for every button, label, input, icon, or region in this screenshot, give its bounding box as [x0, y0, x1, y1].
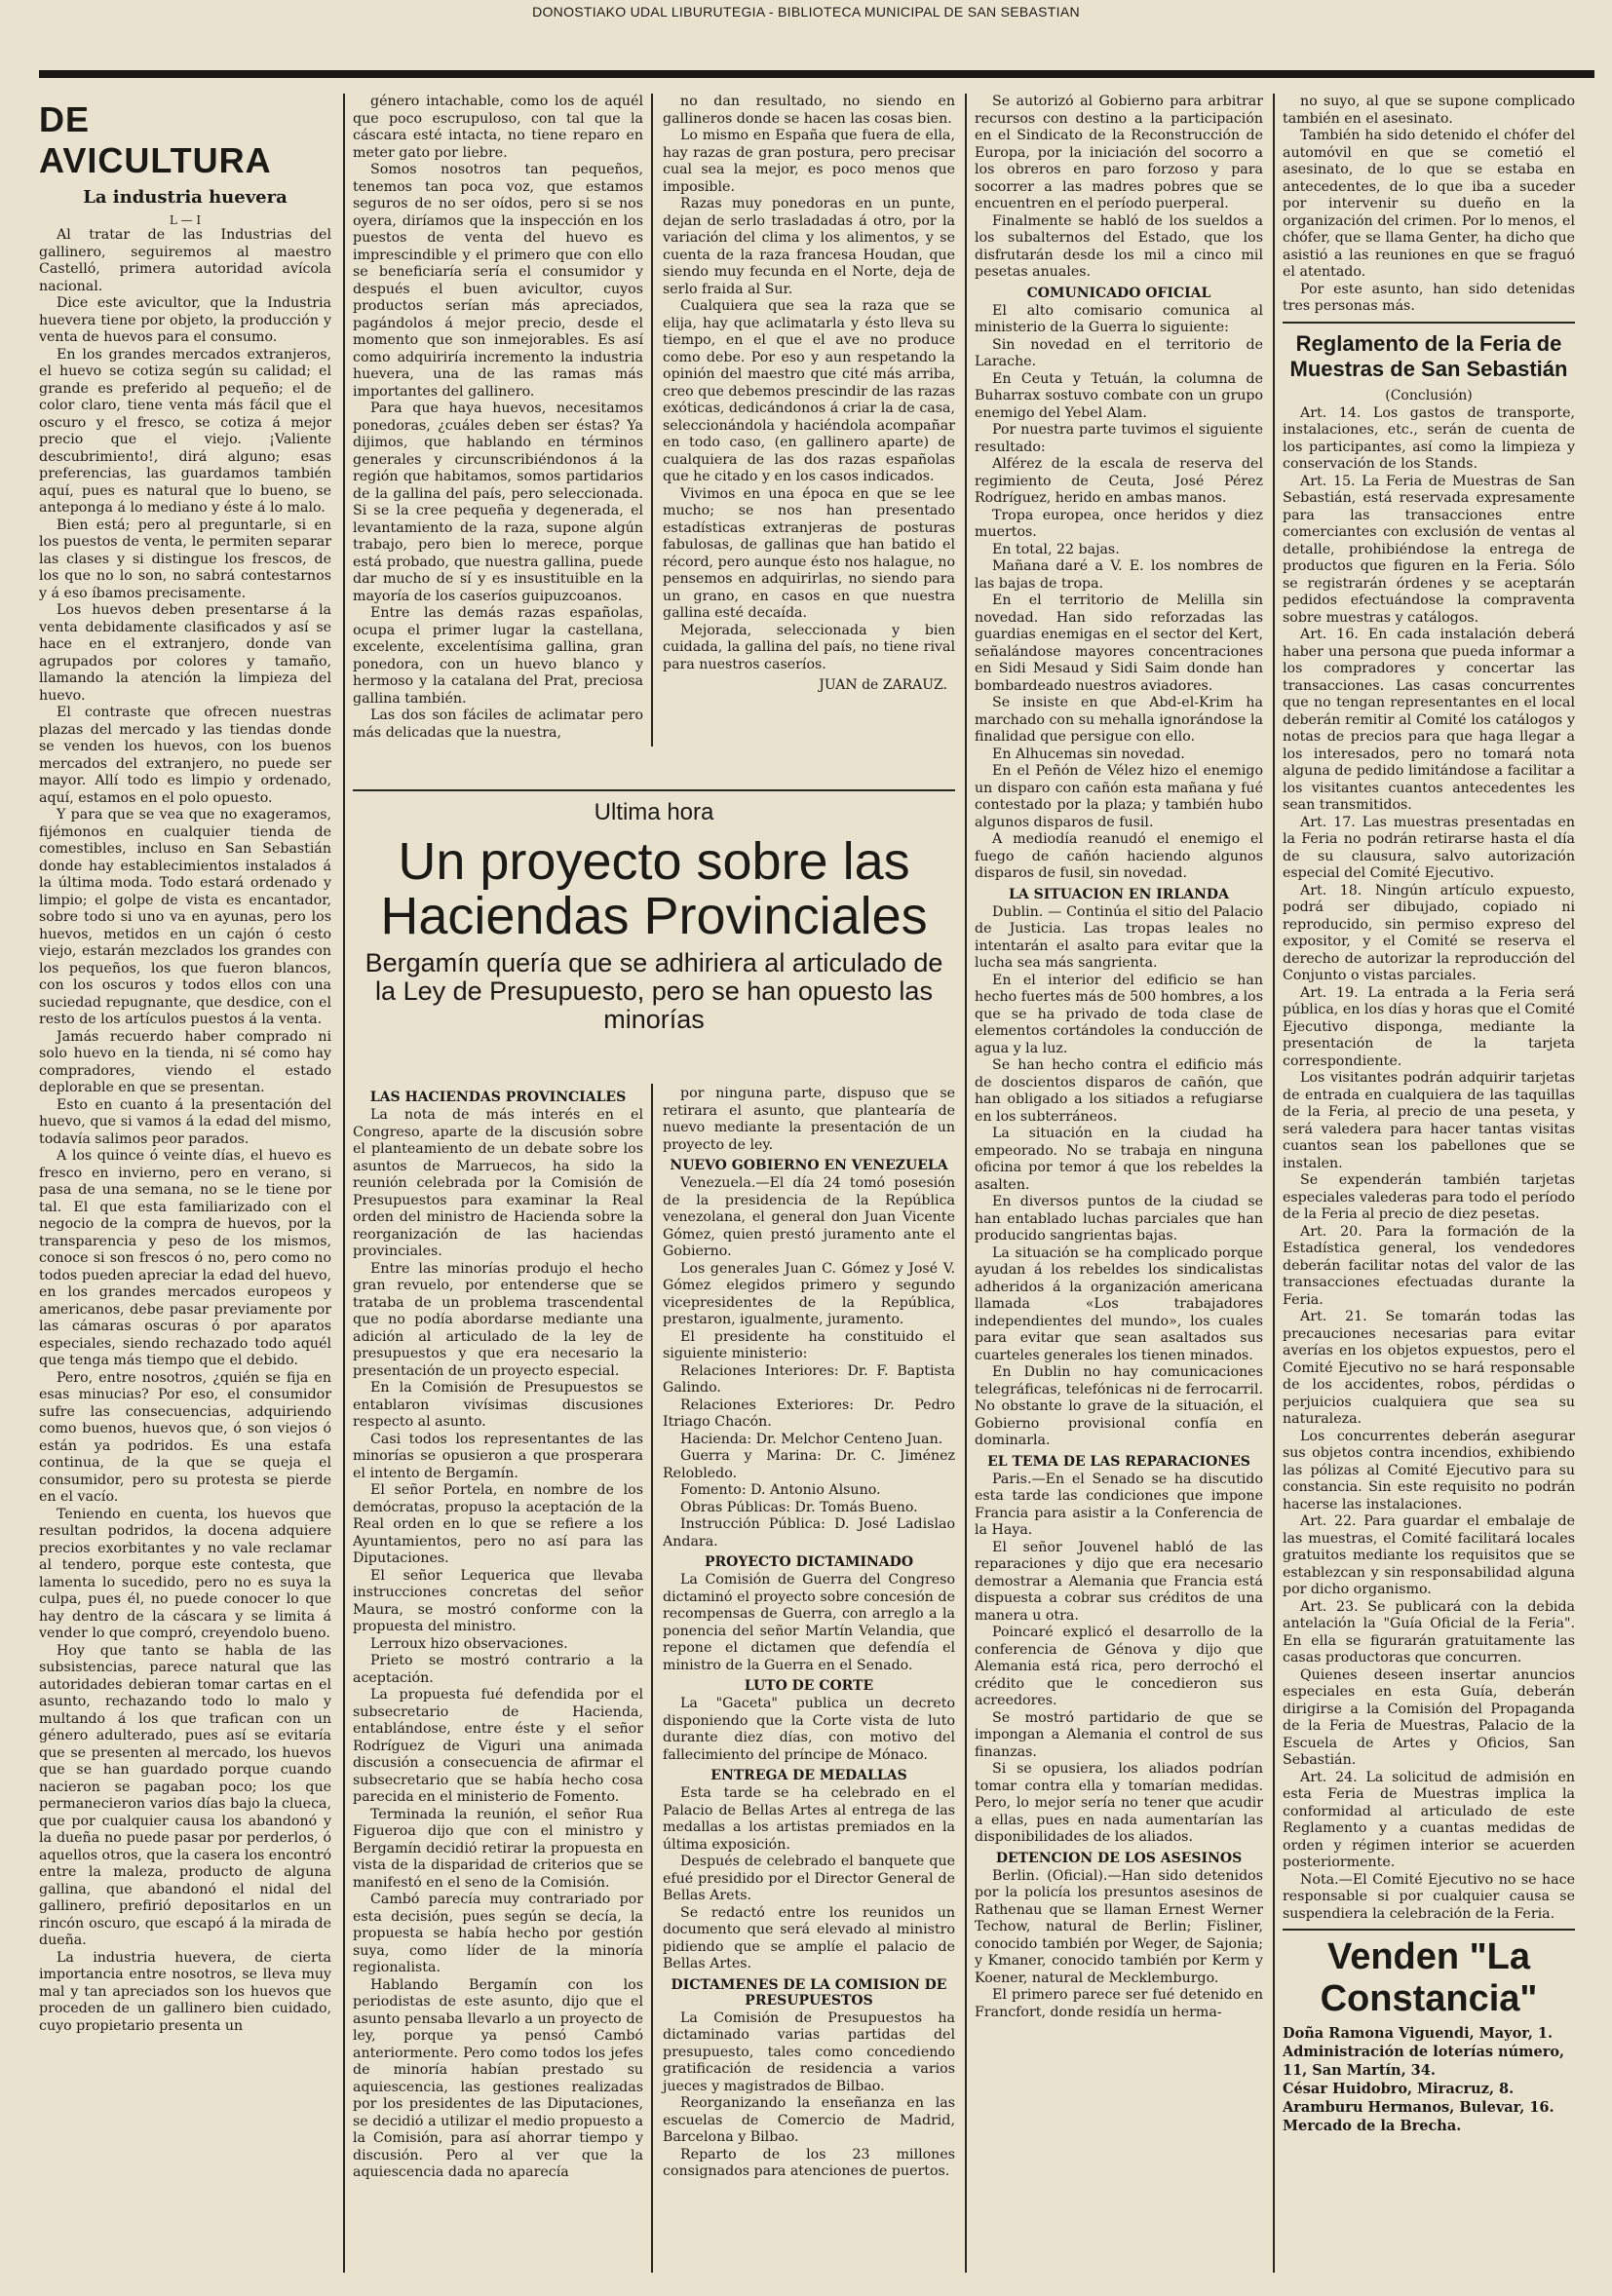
paragraph: Reorganizando la enseñanza en las escuelas de Comercio de Madrid, Barcelona y Bilbao. [663, 2095, 955, 2145]
paragraph: Obras Públicas: Dr. Tomás Bueno. [680, 1499, 918, 1515]
deck: Bergamín quería que se adhiriera al articulado de la Ley de Presupuesto, pero se han opuesto las minorías [365, 948, 943, 1034]
column-rule-2 [651, 94, 653, 746]
paragraph: Entre las demás razas españolas, ocupa el primer lugar la castellana, excelente, excelentísima gallina, gran ponedora, con un huevo blanco y hermoso y la catalana del Prat, preciosa gallina también. [353, 605, 643, 707]
divider [1283, 322, 1575, 324]
column-rule-3 [965, 94, 967, 2273]
headline: Un proyecto sobre las Haciendas Provinciales [380, 832, 928, 945]
paragraph: En la Comisión de Presupuestos se entablaron vivísimas discusiones respecto al asunto. [353, 1380, 643, 1430]
ad-line: Mercado de la Brecha. [1283, 2118, 1462, 2134]
column-2-bottom [353, 1086, 643, 2277]
ad-title: Venden "La Constancia" [1320, 1936, 1538, 2019]
paragraph: El señor Jouvenel habló de las reparaciones y dijo que era necesario demostrar a Alemania que Francia está dispuesta a cobrar sus créditos de una manera u otra. [975, 1539, 1263, 1624]
paragraph: Art. 15. La Feria de Muestras de San Sebastián, está reservada expresamente para las transacciones entre comerciantes con exclusión de ventas al detalle, prohibiéndose la entrega de productos que figuren en la Feria. Sólo se registrarán órdenes y se aceptarán pedidos efectuándose la compraventa sobre muestras y catálogos. [1283, 473, 1575, 626]
paragraph: La situación se ha complicado porque ayudan á los rebeldes los sindicalistas adheridos á la organización americana llamada «Los trabajadores independientes del mundo», los cuales para evitar que sean asaltados sus cuarteles generales los tienen minados. [975, 1244, 1263, 1363]
paragraph: Lo mismo en España que fuera de ella, hay razas de gran postura, pero precisar cual sea la mejor, es poco menos que imposible. [663, 128, 955, 195]
paragraph: Se expenderán también tarjetas especiales valederas para todo el período de la Feria al precio de diez pesetas. [1283, 1172, 1575, 1222]
news-body [353, 1107, 643, 2182]
paragraph: Teniendo en cuenta, los huevos que resultan podridos, la docena adquiere precios exorbitantes y no vale reclamar al tendero, porque este contesta, que lamenta lo sucedido, pero no es suya la culpa, pues él, no puede conocer lo que hay dentro de la cáscara y se limita á vender lo que compró, creyendolo bueno. [39, 1506, 331, 1641]
paragraph: Los generales Juan C. Gómez y José V. Gómez elegidos primero y segundo vicepresidentes de la República, prestaron, igualmente, juramento. [663, 1260, 955, 1327]
paragraph: Mejorada, seleccionada y bien cuidada, la gallina del país, no tiene rival para nuestros caseríos. [663, 622, 955, 672]
column-5 [1283, 94, 1575, 2277]
paragraph: por ninguna parte, dispuso que se retirara el asunto, que plantearía de nuevo mediante la presentación de un proyecto de ley. [663, 1086, 955, 1153]
paragraph: Art. 18. Ningún artículo expuesto, podrá ser dibujado, copiado ni reproducido, sin permiso expreso del expositor, y el Comité se reserva el derecho de autorizar la reproducción del Conjunto o vistas parciales. [1283, 882, 1575, 983]
paragraph: Esto en cuanto á la presentación del huevo, que si vamos á la edad del mismo, todavía salimos peor parados. [39, 1096, 331, 1147]
paragraph: En el territorio de Melilla sin novedad. Han sido reforzadas las guardias enemigas en el sector del Kert, señalándose mayores concentraciones en Sidi Mesaud y Sidi Saim donde han bombardeado nuestros aviadores. [975, 593, 1263, 694]
paragraph: Esta tarde se ha celebrado en el Palacio de Bellas Artes al entrega de las medallas a los artistas premiados en la última exposición. [663, 1785, 955, 1853]
paragraph: La "Gaceta" publica un decreto disponiendo que la Corte vista de luto durante diez días, con motivo del fallecimiento del príncipe de Mónaco. [663, 1696, 955, 1763]
paragraph: Reparto de los 23 millones consignados para atenciones de puertos. [663, 2146, 955, 2179]
column-rule-4 [1273, 94, 1275, 2273]
paragraph: El señor Portela, en nombre de los demócratas, propuso la aceptación de la Real orden en lo que se refiere a los Ayuntamientos, pero no así para las Diputaciones. [353, 1482, 643, 1566]
paragraph: La Comisión de Guerra del Congreso dictaminó el proyecto sobre concesión de recompensas de Guerra, con arreglo a la ponencia del señor Martín Velandia, que repone el dictamen que defendía el ministro de la Guerra en el Senado. [663, 1572, 955, 1673]
paragraph: Al tratar de las Industrias del gallinero, seguiremos al maestro Castelló, primera autoridad avícola nacional. [39, 227, 331, 294]
paragraph: Se redactó entre los reunidos un documento que será elevado al ministro pidiendo que se amplíe el palacio de Bellas Artes. [663, 1904, 955, 1971]
paragraph: La industria huevera, de cierta importancia entre nosotros, se lleva muy mal y tan apreciados son los huevos que proceden de un gallinero bien cuidado, cuyo propietario presenta un [39, 1949, 331, 2034]
paragraph: Y para que se vea que no exageramos, fijémonos en cualquier tienda de comestibles, incluso en San Sebastián donde hay establecimientos instalados á la última moda. Todo estará ordenado y limpio; el golpe de vista es encantador, sobre todo si uno va en ayunas, pero los huevos, metidos en un cajón ó cesto viejo, estarán mezclados los grandes con los pequeños, los que fueron blancos, con los oscuros y todos ellos con una suciedad repugnante, que desdice, con el resto de los artículos puestos á la venta. [39, 807, 331, 1027]
paragraph: En total, 22 bajas. [992, 541, 1120, 557]
paragraph: Poincaré explicó el desarrollo de la conferencia de Génova y dijo que Alemania está rica, pero derrochó el crédito que le concedieron sus acreedores. [975, 1625, 1263, 1708]
reglamento-subtitle: (Conclusión) [1385, 387, 1473, 403]
column-2-top [353, 94, 643, 741]
section-head-reparaciones: EL TEMA DE LAS REPARACIONES [987, 1453, 1250, 1470]
section-head-irlanda: LA SITUACION EN IRLANDA [1009, 886, 1229, 902]
kicker: Ultima hora [594, 799, 714, 825]
section-head-luto: LUTO DE CORTE [744, 1678, 874, 1694]
paragraph: Si se opusiera, los aliados podrían tomar contra ella y tomarían medidas. Pero, lo mejor sería no tener que acudir a ellas, pues en nada aumentarían las disponibilidades de los aliados. [975, 1761, 1263, 1845]
paragraph: Instrucción Pública: D. José Ladislao Andara. [663, 1516, 955, 1550]
paragraph: Finalmente se habló de los sueldos a los subalternos del Estado, que los disfrutarán desde los mil a cinco mil pesetas anuales. [975, 212, 1263, 280]
paragraph: La situación en la ciudad ha empeorado. No se trabaja en ninguna oficina por temor á que los rebeldes la asalten. [975, 1126, 1263, 1193]
paragraph: En Ceuta y Tetuán, la columna de Buharrax sostuvo combate con un grupo enemigo del Yebel Alam. [975, 370, 1263, 421]
section-head-proyecto: PROYECTO DICTAMINADO [704, 1554, 914, 1570]
paragraph: Art. 19. La entrada a la Feria será pública, en los días y horas que el Comité Ejecutivo disponga, mediante la presentación de la tarjeta correspondiente. [1283, 984, 1575, 1069]
paragraph: Después de celebrado el banquete que efué presidido por el Director General de Bellas Arets. [663, 1854, 955, 1903]
paragraph: A mediodía reanudó el enemigo el fuego de cañón haciendo algunos disparos de fusil, sin novedad. [975, 831, 1263, 881]
paragraph: Para que haya huevos, necesitamos ponedoras, ¿cuáles deben ser éstas? Ya dijimos, que hablando en términos generales y circunscribiéndonos á la región que habitamos, somos partidarios de la gallina del país, pero seleccionada. Si se la cree pequeña y degenerada, el levantamiento de la raza, supone algún trabajo, pero bien lo merece, porque está probado, que nuestra gallina, puede dar mucho de sí y es insustituible en la mayoría de los caseríos guipuzcoanos. [353, 401, 643, 604]
ad-line: Doña Ramona Viguendi, Mayor, 1. [1283, 2025, 1554, 2042]
paragraph: género intachable, como los de aquél que poco escrupuloso, con tal que la cáscara esté intacta, no tiene reparo en meter gato por liebre. [353, 94, 643, 161]
paragraph: Se autorizó al Gobierno para arbitrar recursos con destino a la participación en el Sindicato de la Reconstrucción de Europa, por la iniciación del socorro a los obreros en paro forzoso y para socorrer a las madres pobres que se encuentren en el período puerperal. [975, 94, 1263, 211]
paragraph: El señor Lequerica que llevaba instrucciones concretas del señor Maura, se mostró conforme con la propuesta del ministro. [353, 1567, 643, 1634]
paragraph: Hablando Bergamín con los periodistas de este asunto, dijo que el asunto pensaba llevarlo a un proyecto de ley, porque ya pensó Cambó anteriormente. Pero como todos los jefes de minoría habían prestado su aquiescencia, las gestiones realizadas por los presidentes de las Diputaciones, se decidió a utilizar el medio propuesto a la Comisión, para así ahorrar tiempo y discusión. Pero al ver que la aquiescencia dada no aparecía [353, 1976, 643, 2180]
column-rule-5 [651, 1084, 653, 2273]
section-head-asesinos: DETENCION DE LOS ASESINOS [995, 1850, 1243, 1866]
paragraph: Razas muy ponedoras en un punte, dejan de serlo trasladadas á otro, por la variación del clima y los alimentos, y se cuenta de la raza francesa Houdan, que siendo muy fecunda en el Norte, deja de serlo fraida al Sur. [663, 196, 955, 297]
paragraph: Cambó parecía muy contrariado por esta decisión, pues según se decía, la propuesta se había hecho por gestión suya, como líder de la minoría regionalista. [353, 1892, 643, 1975]
ornament: L — I [169, 213, 202, 227]
paragraph: En el Peñón de Vélez hizo el enemigo un disparo con cañón esta mañana y fué contestado por la plaza; y también hubo algunos disparos de fusil. [975, 763, 1263, 830]
paragraph: Art. 14. Los gastos de transporte, instalaciones, etc., serán de cuenta de los participantes, así como la limpieza y conservación de los Stands. [1283, 404, 1575, 472]
paragraph: Jamás recuerdo haber comprado ni solo huevo en la tienda, ni sé como hay compradores, viendo el estado deplorable en que se presentan. [39, 1028, 331, 1095]
paragraph: no dan resultado, no siendo en gallineros donde se hacen las cosas bien. [663, 94, 955, 127]
paragraph: En los grandes mercados extranjeros, el huevo se cotiza según su calidad; el grande es preferido al pequeño; el de color claro, tiene venta más fácil que el oscuro y el fresco, se cotiza á mejor precio que el viejo. ¡Valiente descubrimiento!, dirá alguno; esas preferencias, las guardamos también aquí, pues es natural que lo bueno, se anteponga á lo mediano y éste á lo malo. [39, 346, 331, 516]
paragraph: El contraste que ofrecen nuestras plazas del mercado y las tiendas donde se venden los huevos, con los buenos mercados del extranjero, no puede ser mayor. Allí todo es limpio y ordenado, aquí, estamos en el polo opuesto. [39, 705, 331, 806]
section-head-dictamenes: DICTAMENES DE LA COMISION DE PRESUPUESTOS [671, 1976, 947, 2009]
section-head-comunicado: COMUNICADO OFICIAL [1026, 285, 1211, 301]
paragraph: También ha sido detenido el chófer del automóvil en que se cometió el asesinato, de lo que se estaba en antecedentes, de lo que iba a suceder por intervenir su dueño en la organización del crimen. Por lo menos, el chófer, que se llama Genter, ha dicho que asistió a las reuniones en que se fraguó el atentado. [1283, 128, 1575, 280]
reglamento-title: Reglamento de la Feria de Muestras de San Sebastián [1289, 330, 1568, 381]
ad-line: Aramburu Hermanos, Bulevar, 16. [1283, 2099, 1554, 2116]
paragraph: Art. 16. En cada instalación deberá haber una persona que pueda informar a los compradores y concertar las transacciones. Las casas concurrentes que no tengan representantes en el local deberán remitir al Comité los catálogos y notas de precios para que haga llegar a los interesados, pero no tomará nota alguna de pedido limitándose a facilitar a los visitantes cuantos antecedentes les sean transmitidos. [1283, 627, 1575, 813]
paragraph: Art. 24. La solicitud de admisión en esta Feria de Muestras implica la conformidad al articulado de este Reglamento y a cuantas medidas de orden y régimen interior se acuerden posteriormente. [1283, 1769, 1575, 1870]
top-rule [39, 70, 1594, 78]
paragraph: Hoy que tanto se habla de las subsistencias, parece natural que las autoridades debieran tomar cartas en el asunto, rechazando todo lo malo y multando á los que trafican con un género adulterado, pues así se evitaría que se presenten al mercado, los huevos que se han guardado porque cuando nacieron se pagaban poco; los que permanecieron varios días bajo la clueca, que por cualquier causa los abandonó y la dueña no puede pasar por perderlos, ó aquellos otros, que la casera los encontró entre la maleza, producto de alguna gallina, que abandonó el nidal del gallinero, prefirió depositarlos en un rincón oscuro, que escapó á la mirada de dueña. [39, 1642, 331, 1948]
paragraph: El alto comisario comunica al ministerio de la Guerra lo siguiente: [975, 302, 1263, 335]
paragraph: Art. 17. Las muestras presentadas en la Feria no podrán retirarse hasta el día de su clausura, salvo autorización especial del Comité Ejecutivo. [1283, 814, 1575, 881]
ultima-hora-header [353, 789, 955, 1084]
paragraph: La nota de más interés en el Congreso, aparte de la discusión sobre el planteamiento de un debate sobre los asuntos de Marruecos, ha sido la reunión celebrada por la Comisión de Presupuestos para examinar la Real orden del ministro de Hacienda sobre la reorganización de las haciendas provinciales. [353, 1107, 643, 1259]
paragraph: Hacienda: Dr. Melchor Centeno Juan. [680, 1431, 943, 1447]
paragraph: Guerra y Marina: Dr. C. Jiménez Relobledo. [663, 1448, 955, 1481]
article-body [39, 227, 331, 2035]
section-head-medallas: ENTREGA DE MEDALLAS [710, 1768, 907, 1783]
column-avicultura [39, 94, 331, 2277]
paragraph: Quienes deseen insertar anuncios especiales en esta Guía, deberán dirigirse a la Comisión del Propaganda de la Feria de Muestras, Palacio de la Escuela de Artes y Oficios, San Sebastián. [1283, 1666, 1575, 1768]
paragraph: Terminada la reunión, el señor Rua Figueroa dijo que con el ministro y Bergamín decidió retirar la propuesta en vista de la disparidad de criterios que se manifestó en el seno de la Comisión. [353, 1806, 643, 1891]
column-3-top [663, 94, 955, 727]
paragraph: Berlin. (Oficial).—Han sido detenidos por la policía los presuntos asesinos de Rathenau que se llaman Ernest Werner Techow, natural de Berlin; Fisliner, conocido también por Weger, de Sajonia; y Kmaner, conocido también por Kerm y Koener, natural de Mecklemburgo. [975, 1867, 1263, 1986]
paragraph: Art. 22. Para guardar el embalaje de las muestras, el Comité facilitará locales gratuitos mediante los requisitos que se establezcan y sin responsabilidad alguna por dicho organismo. [1283, 1513, 1575, 1597]
paragraph: Se insiste en que Abd-el-Krim ha marchado con su mehalla ignorándose la finalidad que persigue con ello. [975, 695, 1263, 745]
paragraph: Vivimos en una época en que se lee mucho; se nos han presentado estadísticas extranjeras de posturas fabulosas, de gallinas que han batido el récord, pero aunque ésto nos halague, no pensemos en adquirirlas, no siendo para un grano, en casos en que nuestra gallina esté decaída. [663, 485, 955, 621]
paragraph: Art. 21. Se tomarán todas las precauciones necesarias para evitar averías en los objetos expuestos, pero el Comité Ejecutivo no se hará responsable de los accidentes, robos, pérdidas o perjuicios cualquiera que sea su naturaleza. [1283, 1309, 1575, 1427]
paragraph: Dublin. — Continúa el sitio del Palacio de Justicia. Las tropas leales no intentarán el asalto para evitar que la lucha sea más sangrienta. [975, 903, 1263, 971]
paragraph: Por nuestra parte tuvimos el siguiente resultado: [975, 422, 1263, 455]
paragraph: Dice este avicultor, que la Industria huevera tiene por objeto, la producción y venta de huevos para el consumo. [39, 295, 331, 345]
paragraph: En el interior del edificio se han hecho fuertes más de 500 hombres, a los que se ha privado de toda clase de elementos cortándoles la conducción de agua y la luz. [975, 972, 1263, 1056]
paragraph: Art. 23. Se publicará con la debida antelación la "Guía Oficial de la Feria". En ella se figurarán gratuitamente las casas productoras que concurren. [1283, 1598, 1575, 1665]
paragraph: Pero, entre nosotros, ¿quién se fija en esas minucias? Por eso, el consumidor sufre las consecuencias, adquiriendo como buenos, huevos que, ó son viejos ó están ya podridos. Es una estafa continua, de la que se queja el consumidor, pero su protesta se pierde en el vacío. [39, 1369, 331, 1505]
paragraph: no suyo, al que se supone complicado también en el asesinato. [1283, 94, 1575, 127]
ad-line: Administración de loterías número, 11, San Martín, 34. [1283, 2044, 1565, 2079]
paragraph: El presidente ha constituido el siguiente ministerio: [663, 1328, 955, 1361]
article-continuation [663, 94, 955, 673]
divider [1283, 1929, 1575, 1931]
paragraph: Somos nosotros tan pequeños, tenemos tan poca voz, que estamos seguros de no ser oídos, pero si se nos oyera, diríamos que la inspección en los puestos de venta del huevo es imprescindible y el primero que con ello se beneficiaría sería el consumidor y después el buen avicultor, cuyos productos serían más apreciados, pagándolos á mejor precio, desde el momento que son inmejorables. Es así como adquiriría incremento la industria huevera, una de las ramas más importantes del gallinero. [353, 162, 643, 400]
column-4 [975, 94, 1263, 2277]
ad-line: César Huidobro, Miracruz, 8. [1283, 2081, 1515, 2097]
paragraph: En diversos puntos de la ciudad se han entablado luchas parciales que han producido sangrientas bajas. [975, 1194, 1263, 1244]
paragraph: Casi todos los representantes de las minorías se opusieron a que prosperara el intento de Bergamín. [353, 1431, 643, 1481]
paragraph: Relaciones Exteriores: Dr. Pedro Itriago Chacón. [663, 1397, 955, 1430]
paragraph: Lerroux hizo observaciones. [370, 1635, 568, 1652]
paragraph: Mañana daré a V. E. los nombres de las bajas de tropa. [975, 558, 1263, 592]
paragraph: En Alhucemas sin novedad. [992, 746, 1185, 762]
paragraph: Tropa europea, once heridos y diez muertos. [975, 507, 1263, 540]
paragraph: Se han hecho contra el edificio más de doscientos disparos de cañón, que han obligado a los sitiados a refugiarse en los subterráneos. [975, 1057, 1263, 1125]
paragraph: Entre las minorías produjo el hecho gran revuelo, por entenderse que se trataba de un problema trascendental que no podía abordarse mediante una adición al articulado de la ley de presupuestos y que era necesario la presentación de un proyecto especial. [353, 1260, 643, 1379]
paragraph: Por este asunto, han sido detenidas tres personas más. [1283, 281, 1575, 314]
section-head-venezuela: NUEVO GOBIERNO EN VENEZUELA [670, 1158, 948, 1173]
paragraph: El primero parece ser fué detenido en Francfort, donde residía un herma- [975, 1987, 1263, 2020]
paragraph: Se mostró partidario de que se impongan a Alemania el control de sus finanzas. [975, 1709, 1263, 1760]
paragraph: Prieto se mostró contrario a la aceptación. [353, 1653, 643, 1686]
library-banner: DONOSTIAKO UDAL LIBURUTEGIA - BIBLIOTECA MUNICIPAL DE SAN SEBASTIAN [532, 4, 1080, 19]
paragraph: Cualquiera que sea la raza que se elija, hay que aclimatarla y ésto lleva su tiempo, en el que el ave no produce como debe. Por eso y aun respetando la opinión del maestro que cité más arriba, creo que debemos prescindir de las razas exóticas, dedicándonos á criar la de casa, seleccionándola y haciéndola acompañar en todo caso, (en gallinero aparte) de cualquiera de las dos razas españolas que he citado y en los casos indicados. [663, 298, 955, 484]
paragraph: A los quince ó veinte días, el huevo es fresco en invierno, pero en verano, si pasa de una semana, no se le tiene por tal. El que esta familiarizado con el negocio de la compra de huevos, por la transparencia y peso de los mismos, conoce si son frescos ó no, pero como no todos pueden apreciar la edad del huevo, en los grandes mercados europeos y americanos, debe pasar previamente por las cámaras oscuras ó por aparatos especiales, siendo rechazado todo aquél que tenga más tiempo que el debido. [39, 1148, 331, 1368]
paragraph: Paris.—En el Senado se ha discutido esta tarde las condiciones que impone Francia para asistir a la Conferencia de la Haya. [975, 1471, 1263, 1538]
article-subtitle: La industria huevera [83, 187, 288, 208]
paragraph: Venezuela.—El día 24 tomó posesión de la presidencia de la República venezolana, el general don Juan Vicente Gómez, quien prestó juramento ante el Gobierno. [663, 1175, 955, 1259]
section-title: DE AVICULTURA [39, 99, 272, 180]
article-continuation [353, 94, 643, 742]
column-rule-1 [343, 94, 345, 2273]
paragraph: Sin novedad en el territorio de Larache. [975, 336, 1263, 369]
paragraph: Los concurrentes deberán asegurar sus objetos contra incendios, exhibiendo las pólizas al Comité Ejecutivo para su constancia. Sin este requisito no podrán hacerse las instalaciones. [1283, 1428, 1575, 1512]
column-3-bottom [663, 1086, 955, 2277]
paragraph: Alférez de la escala de reserva del regimiento de Ceuta, José Pérez Rodríguez, herido en ambas manos. [975, 456, 1263, 506]
paragraph: Art. 20. Para la formación de la Estadística general, los vendedores deberán facilitar notas del valor de las transacciones efectuadas durante la Feria. [1283, 1223, 1575, 1308]
author-signature: JUAN de ZARAUZ. [819, 677, 947, 693]
paragraph: Nota.—El Comité Ejecutivo no se hace responsable si por cualquier causa se suspendiera la celebración de la Feria. [1283, 1871, 1575, 1922]
paragraph: La Comisión de Presupuestos ha dictaminado varias partidas del presupuesto, tales como concediendo gratificación de residencia a varios jueces y magistrados de Bilbao. [663, 2009, 955, 2094]
paragraph: Los visitantes podrán adquirir tarjetas de entrada en cualquiera de las taquillas de la Feria, al precio de una peseta, y será valedera para hacer tantas visitas cuantos sean los pabellones que se instalen. [1283, 1070, 1575, 1171]
paragraph: Los huevos deben presentarse á la venta debidamente clasificados y así se hace en el extranjero, donde van agrupados por colores y tamaño, llamando la atención la limpieza del huevo. [39, 602, 331, 704]
paragraph: Fomento: D. Antonio Alsuno. [680, 1482, 881, 1498]
paragraph: En Dublin no hay comunicaciones telegráficas, telefónicas ni de ferrocarril. No obstante lo grave de la situación, el Gobierno provisional confía en dominarla. [975, 1364, 1263, 1448]
paragraph: Relaciones Interiores: Dr. F. Baptista Galindo. [663, 1362, 955, 1396]
paragraph: La propuesta fué defendida por el subsecretario de Hacienda, entablándose, entre éste y el señor Rodríguez de Viguri una animada discusión a consecuencia de afirmar el subsecretario que se había hecho cosa parecida en el ministerio de Fomento. [353, 1687, 643, 1805]
paragraph: Bien está; pero al preguntarle, si en los puestos de venta, le permiten separar las clases y si distingue los frescos, de los que no lo son, no sabrá contestarnos y á eso íbamos precisamente. [39, 517, 331, 601]
paragraph: Las dos son fáciles de aclimatar pero más delicadas que la nuestra, [353, 708, 643, 741]
section-head: LAS HACIENDAS PROVINCIALES [369, 1090, 627, 1105]
